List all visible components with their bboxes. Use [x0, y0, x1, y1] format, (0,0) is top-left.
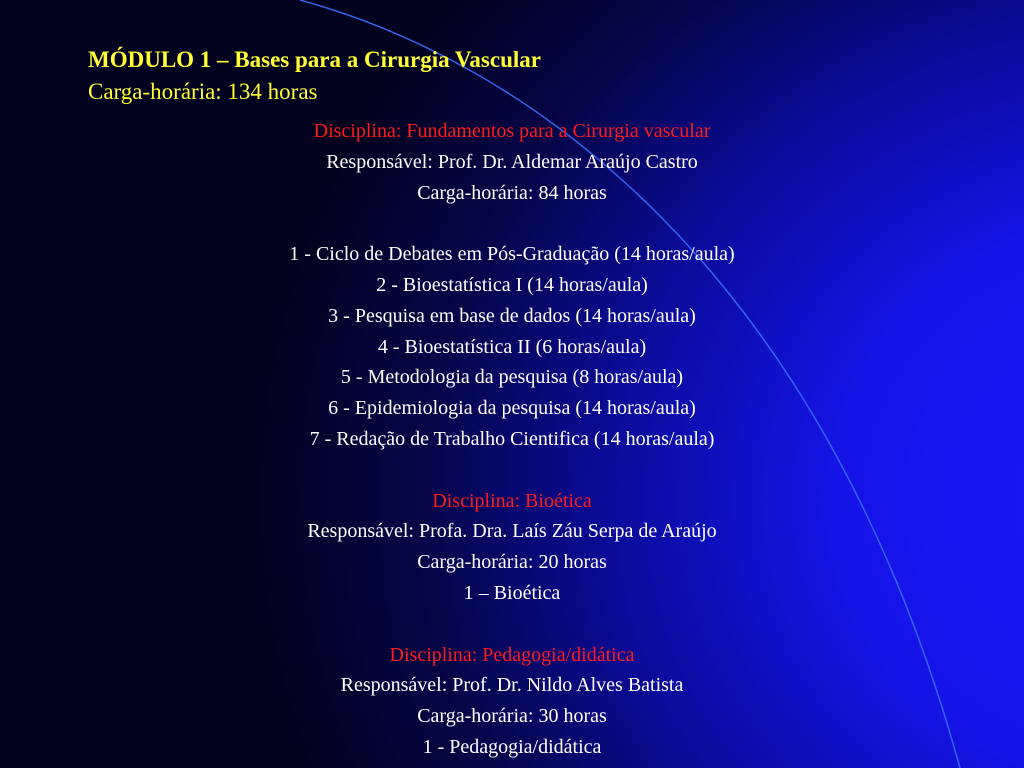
module-title: MÓDULO 1 – Bases para a Cirurgia Vascular — [88, 47, 541, 72]
module-hours: Carga-horária: 134 horas — [88, 79, 318, 104]
discipline-responsible: Responsável: Profa. Dra. Laís Záu Serpa de Araújo — [307, 520, 717, 543]
topic-item: 1 - Pedagogia/didática — [422, 735, 602, 758]
spacer — [0, 208, 1024, 239]
topic-item: 1 – Bioética — [463, 581, 561, 604]
discipline-responsible: Responsável: Prof. Dr. Aldemar Araújo Castro — [326, 150, 698, 173]
topic-item: 1 - Ciclo de Debates em Pós-Graduação (14 horas/aula) — [289, 243, 735, 266]
discipline-hours: Carga-horária: 20 horas — [417, 551, 607, 574]
spacer — [0, 455, 1024, 486]
discipline-list — [0, 116, 1024, 763]
discipline-hours: Carga-horária: 30 horas — [417, 705, 607, 728]
discipline-hours: Carga-horária: 84 horas — [417, 181, 607, 204]
discipline-responsible: Responsável: Prof. Dr. Nildo Alves Batista — [340, 674, 684, 697]
topic-item: 3 - Pesquisa em base de dados (14 horas/aula) — [328, 304, 696, 327]
topic-item: 7 - Redação de Trabalho Cientifica (14 horas/aula) — [309, 427, 715, 450]
discipline-name: Disciplina: Pedagogia/didática — [389, 643, 635, 666]
module-header — [88, 44, 541, 108]
topic-item: 5 - Metodologia da pesquisa (8 horas/aula) — [340, 366, 684, 389]
discipline-name: Disciplina: Fundamentos para a Cirurgia vascular — [313, 120, 711, 142]
topic-item: 6 - Epidemiologia da pesquisa (14 horas/aula) — [328, 397, 696, 420]
topic-item: 4 - Bioestatística II (6 horas/aula) — [377, 335, 647, 358]
spacer — [0, 609, 1024, 640]
topic-item: 2 - Bioestatística I (14 horas/aula) — [376, 273, 648, 296]
discipline-name: Disciplina: Bioética — [432, 489, 592, 512]
